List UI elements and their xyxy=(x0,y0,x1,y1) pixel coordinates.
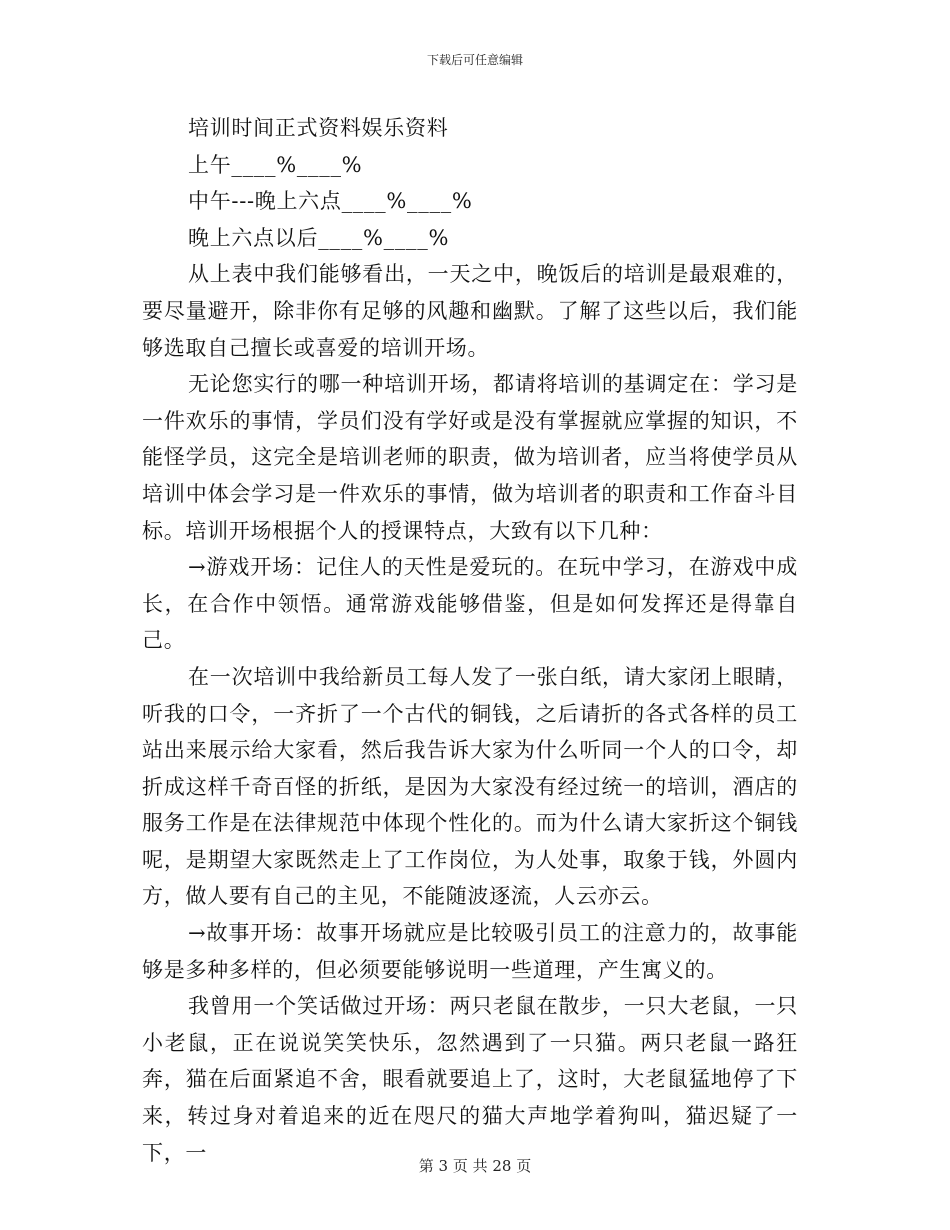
page-header-note: 下载后可任意编辑 xyxy=(426,53,523,67)
table-row-morning: 上午____%____% xyxy=(188,152,363,177)
document-body xyxy=(142,110,798,1171)
table-header-row: 培训时间正式资料娱乐资料 xyxy=(188,116,449,140)
paragraph-4: 在一次培训中我给新员工每人发了一张白纸，请大家闭上眼睛，听我的口令，一齐折了一个古代的铜钱，之后请折的各式各样的员工站出来展示给大家看，然后我告诉大家为什么听同一个人的口令，却折成这样千奇百怪的折纸，是因为大家没有经过统一的培训，酒店的服务工作是在法律规范中体现个性化的。而为什么请大家折这个铜钱呢，是期望大家既然走上了工作岗位，为人处事，取象于钱，外圆内方，做人要有自己的主见，不能随波逐流，人云亦云。 xyxy=(142,664,798,909)
paragraph-1: 从上表中我们能够看出，一天之中，晚饭后的培训是最艰难的，要尽量避开，除非你有足够的风趣和幽默。了解了这些以后，我们能够选取自己擅长或喜爱的培训开场。 xyxy=(142,262,798,360)
paragraph-2: 无论您实行的哪一种培训开场，都请将培训的基调定在：学习是一件欢乐的事情，学员们没有学好或是没有掌握就应掌握的知识，不能怪学员，这完全是培训老师的职责，做为培训者，应当将使学员从培训中体会学习是一件欢乐的事情，做为培训者的职责和工作奋斗目标。培训开场根据个人的授课特点，大致有以下几种： xyxy=(142,372,798,543)
table-row-noon-to-evening: 中午---晚上六点____%____% xyxy=(188,189,473,214)
paragraph-3: →游戏开场：记住人的天性是爱玩的。在玩中学习，在游戏中成长，在合作中领悟。通常游戏能够借鉴，但是如何发挥还是得靠自己。 xyxy=(142,555,798,653)
paragraph-5: →故事开场：故事开场就应是比较吸引员工的注意力的，故事能够是多种多样的，但必须要能够说明一些道理，产生寓义的。 xyxy=(142,921,798,982)
page-number-footer: 第 3 页 共 28 页 xyxy=(418,1157,532,1175)
table-row-after-six: 晚上六点以后____%____% xyxy=(188,225,450,250)
paragraph-6: 我曾用一个笑话做过开场：两只老鼠在散步，一只大老鼠，一只小老鼠，正在说说笑笑快乐，忽然遇到了一只猫。两只老鼠一路狂奔，猫在后面紧追不舍，眼看就要追上了，这时，大老鼠猛地停了下来，转过身对着追来的近在咫尺的猫大声地学着狗叫，猫迟疑了一下，一 xyxy=(142,994,798,1165)
